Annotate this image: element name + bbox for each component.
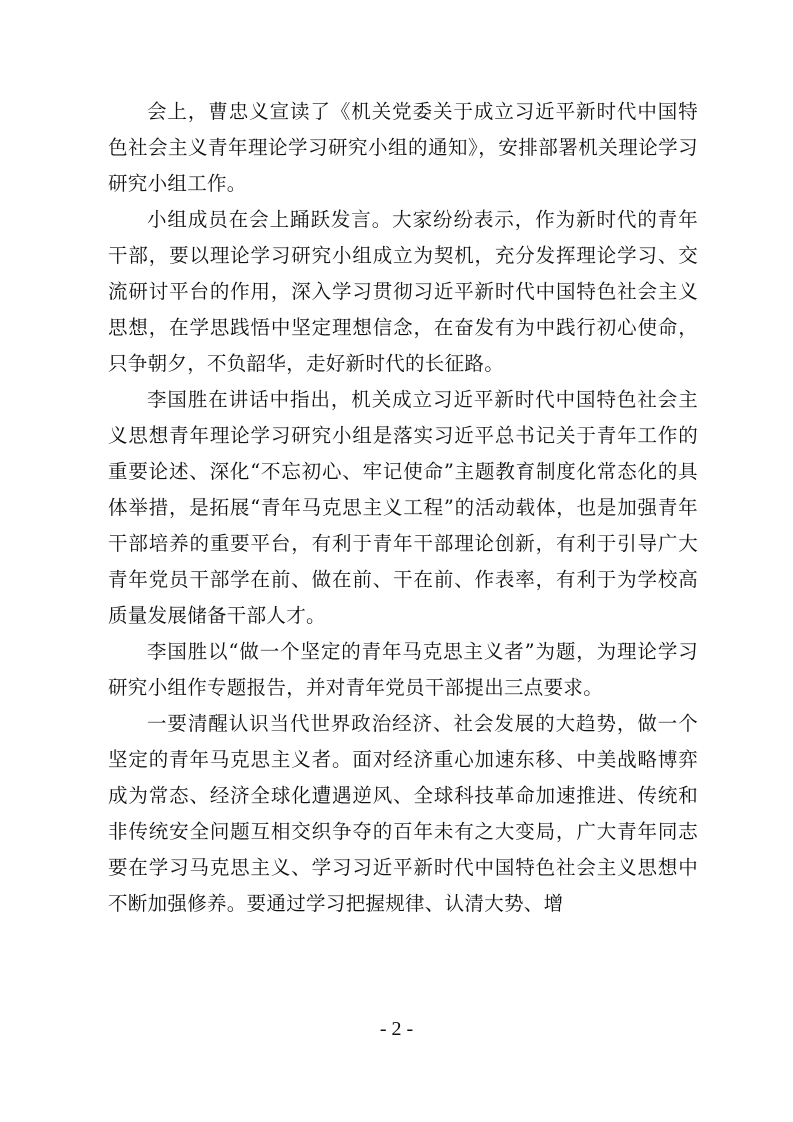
paragraph-member-speeches: 小组成员在会上踊跃发言。大家纷纷表示，作为新时代的青年干部，要以理论学习研究小组成立为契机，充分发挥理论学习、交流研讨平台的作用，深入学习贯彻习近平新时代中国特色社会主义思想，在学思践悟中坚定理想信念，在奋发有为中践行初心使命，只争朝夕，不负韶华，走好新时代的长征路。	[108, 208, 698, 375]
paragraph-first-requirement: 一要清醒认识当代世界政治经济、社会发展的大趋势，做一个坚定的青年马克思主义者。面对经济重心加速东移、中美战略博弈成为常态、经济全球化遭遇逆风、全球科技革命加速推进、传统和非传统安全问题互相交织争夺的百年未有之大变局，广大青年同志要在学习马克思主义、学习习近平新时代中国特色社会主义思想中不断加强修养。要通过学习把握规律、认清大势、增	[108, 712, 698, 915]
paragraph-meeting-notice: 会上，曹忠义宣读了《机关党委关于成立习近平新时代中国特色社会主义青年理论学习研究小组的通知》，安排部署机关理论学习研究小组工作。	[108, 100, 698, 195]
page-number: - 2 -	[379, 1018, 414, 1040]
paragraph-speech-remarks: 李国胜在讲话中指出，机关成立习近平新时代中国特色社会主义思想青年理论学习研究小组是落实习近平总书记关于青年工作的重要论述、深化“不忘初心、牢记使命”主题教育制度化常态化的具体举措，是拓展“青年马克思主义工程”的活动载体，也是加强青年干部培养的重要平台，有利于青年干部理论创新，有利于引导广大青年党员干部学在前、做在前、干在前、作表率，有利于为学校高质量发展储备干部人才。	[108, 388, 698, 627]
body-text	[108, 94, 698, 922]
paragraph-report-topic: 李国胜以“做一个坚定的青年马克思主义者”为题，为理论学习研究小组作专题报告，并对青年党员干部提出三点要求。	[108, 640, 698, 699]
